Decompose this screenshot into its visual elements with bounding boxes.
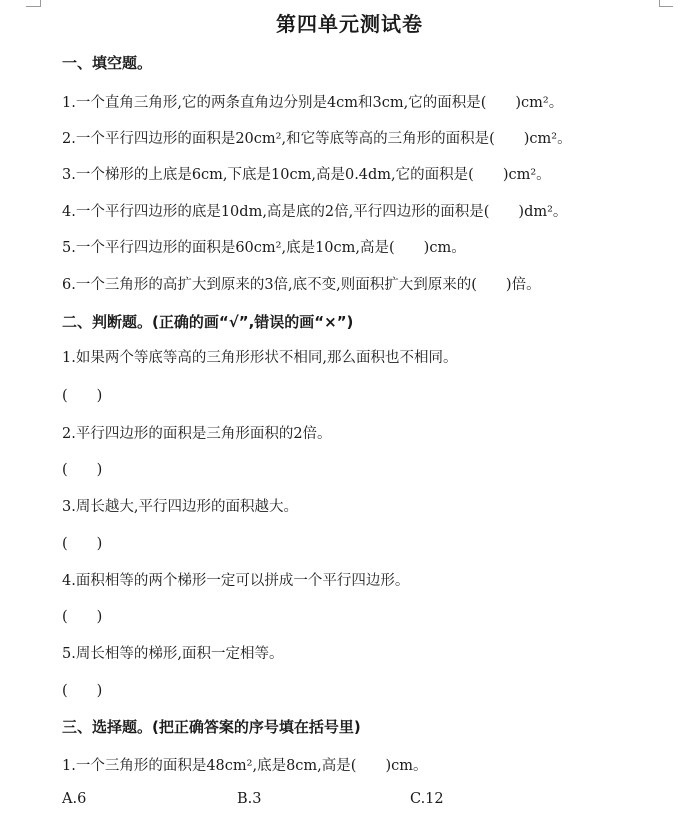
true-false-answer-blank-4: ( ) [62,609,103,625]
true-false-answer-blank-3: ( ) [62,536,103,552]
true-false-question-4: 4.面积相等的两个梯形一定可以拼成一个平行四边形。 [62,573,410,589]
true-false-answer-blank-1: ( ) [62,388,103,404]
true-false-question-2: 2.平行四边形的面积是三角形面积的2倍。 [62,426,332,442]
choice-option-c: C.12 [410,791,444,807]
true-false-question-3: 3.周长越大,平行四边形的面积越大。 [62,499,298,515]
true-false-answer-blank-2: ( ) [62,462,103,478]
section-true-false-heading: 二、判断题。(正确的画“√”,错误的画“×”) [62,313,354,331]
fill-blank-question-1: 1.一个直角三角形,它的两条直角边分别是4cm和3cm,它的面积是( )cm²。 [62,95,564,111]
choice-option-b: B.3 [237,791,262,807]
fill-blank-question-6: 6.一个三角形的高扩大到原来的3倍,底不变,则面积扩大到原来的( )倍。 [62,277,541,293]
fill-blank-question-4: 4.一个平行四边形的底是10dm,高是底的2倍,平行四边形的面积是( )dm²。 [62,204,568,220]
section-multiple-choice-heading: 三、选择题。(把正确答案的序号填在括号里) [62,718,361,736]
true-false-question-1: 1.如果两个等底等高的三角形形状不相同,那么面积也不相同。 [62,350,458,366]
choice-option-a: A.6 [62,791,87,807]
multiple-choice-question-1: 1.一个三角形的面积是48cm²,底是8cm,高是( )cm。 [62,758,428,774]
fill-blank-question-5: 5.一个平行四边形的面积是60cm²,底是10cm,高是( )cm。 [62,240,466,256]
fill-blank-question-3: 3.一个梯形的上底是6cm,下底是10cm,高是0.4dm,它的面积是( )cm²。 [62,167,551,183]
page-corner-mark-left [40,0,41,7]
section-fill-blank-heading: 一、填空题。 [62,54,153,72]
page-title: 第四单元测试卷 [276,12,423,36]
true-false-answer-blank-5: ( ) [62,683,103,699]
fill-blank-question-2: 2.一个平行四边形的面积是20cm²,和它等底等高的三角形的面积是( )cm²。 [62,131,572,147]
true-false-question-5: 5.周长相等的梯形,面积一定相等。 [62,646,284,662]
page-corner-mark-right [659,0,660,7]
